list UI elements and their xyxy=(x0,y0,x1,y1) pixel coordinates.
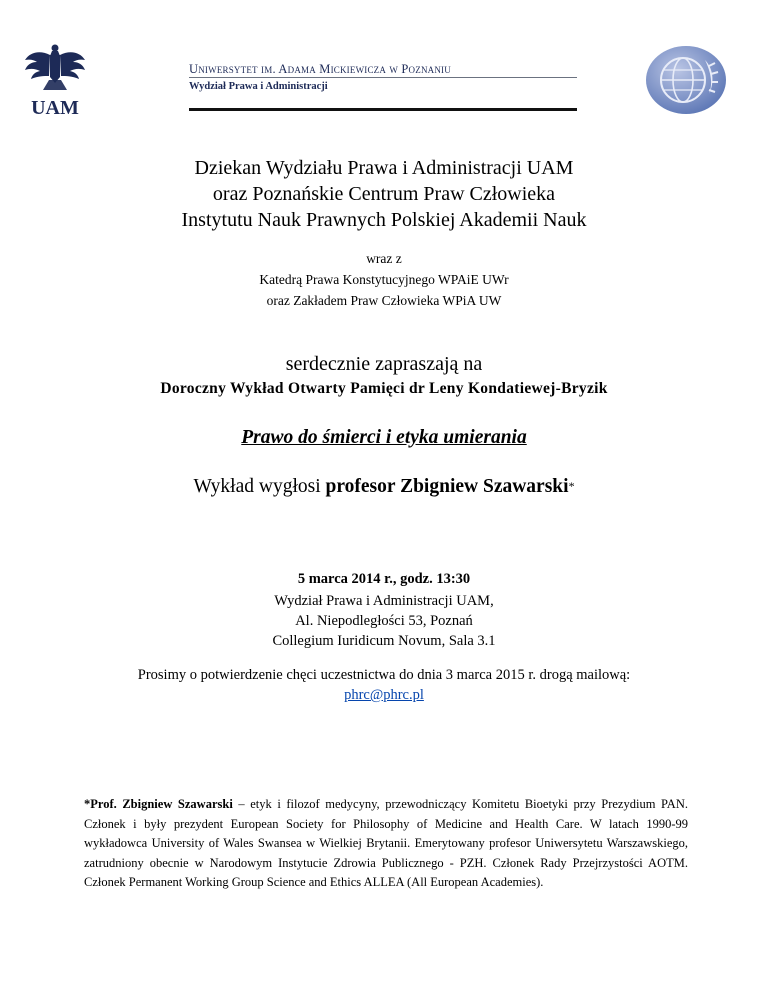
email-link-row xyxy=(0,687,768,704)
header-thick-rule xyxy=(189,108,577,111)
footnote-text: – etyk i filozof medycyny, przewodniczący Komitetu Bioetyki przy Prezydium PAN. Członek i były prezydent European Society for Philosophy of Medicine and Health Care. W latach 1990-99 wykładowca University of Wales Swansea w Wielkiej Brytanii. Emerytowany profesor Uniwersytetu Warszawskiego, zatrudniony obecnie w Narodowym Instytucie Zdrowia Publicznego - PZH. Członek Rady Przejrzystości AOTM. Członek Permanent Working Group Science and Ethics ALLEA (All European Academies). xyxy=(84,797,688,889)
organizer-line-2: oraz Poznańskie Centrum Praw Człowieka xyxy=(212,183,556,205)
footnote-name: *Prof. Zbigniew Szawarski xyxy=(84,797,233,811)
speaker-footnote-mark: * xyxy=(568,479,575,493)
faculty-name: Wydział Prawa i Administracji xyxy=(189,81,328,92)
event-place-2: Al. Niepodległości 53, Poznań xyxy=(295,613,473,629)
partner-line-2: oraz Zakładem Praw Człowieka WPiA UW xyxy=(266,293,502,308)
email-link[interactable]: phrc@phrc.pl xyxy=(344,687,424,703)
organizer-line-1: Dziekan Wydziału Prawa i Administracji UAM xyxy=(194,157,574,179)
event-place-1: Wydział Prawa i Administracji UAM, xyxy=(274,593,494,609)
partner-line-1: Katedrą Prawa Konstytucyjnego WPAiE UWr xyxy=(259,272,509,287)
speaker-name: profesor Zbigniew Szawarski xyxy=(325,476,569,497)
header-divider xyxy=(189,77,577,78)
university-name: Uniwersytet im. Adama Mickiewicza w Poznaniu xyxy=(189,62,451,76)
speaker-line xyxy=(0,476,768,498)
organizer-line-3: Instytutu Nauk Prawnych Polskiej Akademii Nauk xyxy=(181,209,587,231)
eagle-crest-icon xyxy=(22,42,88,118)
invitation-text: serdecznie zapraszają na xyxy=(285,353,483,375)
rsvp-text: Prosimy o potwierdzenie chęci uczestnictwa do dnia 3 marca 2015 r. drogą mailową: xyxy=(137,667,631,683)
lecture-topic-text: Prawo do śmierci i etyka umierania xyxy=(241,427,527,448)
event-place-3: Collegium Iuridicum Novum, Sala 3.1 xyxy=(272,633,496,649)
event-date: 5 marca 2014 r., godz. 13:30 xyxy=(297,571,471,587)
globe-emblem-icon xyxy=(643,44,729,116)
speaker-prefix: Wykład wygłosi xyxy=(193,476,326,497)
partners-intro: wraz z xyxy=(366,251,402,266)
lecture-topic xyxy=(0,427,768,449)
speaker-footnote xyxy=(84,795,688,893)
uam-logo-text: UAM xyxy=(31,97,79,118)
uam-logo xyxy=(22,42,88,118)
lecture-name: Doroczny Wykład Otwarty Pamięci dr Leny Kondatiewej-Bryzik xyxy=(160,380,608,397)
partner-logo xyxy=(643,44,729,116)
